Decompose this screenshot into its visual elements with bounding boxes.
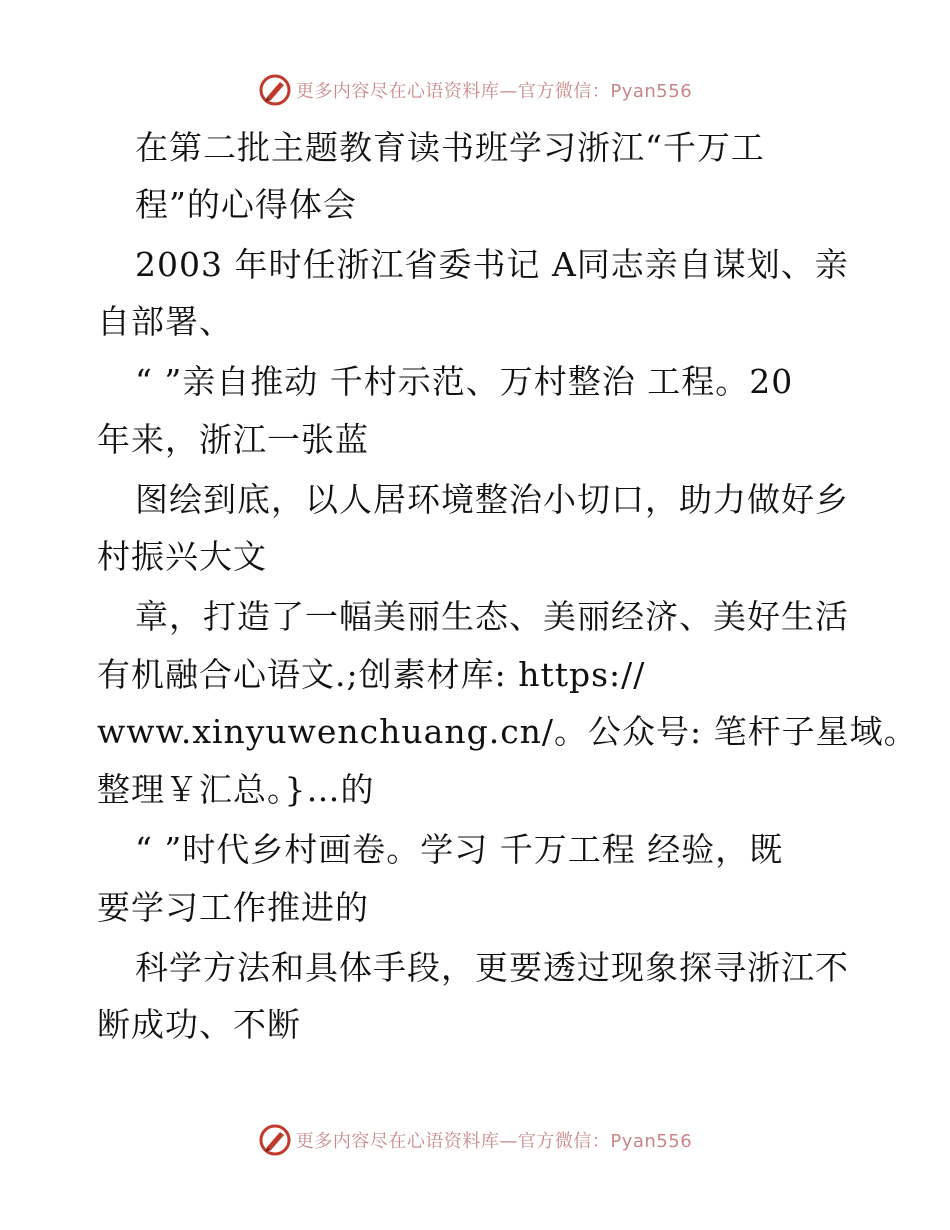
paragraph-line: 科学方法和具体手段，更要透过现象探寻浙江不: [135, 948, 849, 987]
paragraph-line: 自部署、: [97, 302, 233, 341]
document-title-line-1: 在第二批主题教育读书班学习浙江“千万工: [135, 128, 765, 167]
paragraph-line: 要学习工作推进的: [97, 888, 369, 927]
paragraph-line: 章，打造了一幅美丽生态、美丽经济、美好生活: [135, 597, 849, 636]
paragraph-line: 村振兴大文: [97, 537, 267, 576]
paragraph-line: 整理￥汇总。}…的: [97, 770, 375, 809]
footer-banner-text: 更多内容尽在心语资料库—官方微信：Pyan556: [295, 1131, 693, 1152]
paragraph-line: 年来，浙江一张蓝: [97, 420, 369, 459]
pen-logo-icon: [258, 73, 292, 107]
paragraph-line: 2003 年时任浙江省委书记 A同志亲自谋划、亲: [135, 245, 849, 284]
paragraph-line: 图绘到底，以人居环境整治小切口，助力做好乡: [135, 480, 849, 519]
document-title-line-2: 程”的心得体会: [135, 185, 357, 224]
paragraph-line: 有机融合心语文.;创素材库: https://: [97, 655, 646, 694]
paragraph-line: www.xinyuwenchuang.cn/。公众号: 笔杆子星域。: [97, 712, 918, 751]
paragraph-line: “ ”时代乡村画卷。学习 千万工程 经验，既: [135, 830, 784, 869]
footer-banner: [0, 1120, 950, 1160]
paragraph-line: 断成功、不断: [97, 1005, 301, 1044]
header-banner: [0, 70, 950, 110]
paragraph-line: “ ”亲自推动 千村示范、万村整治 工程。20: [135, 362, 794, 401]
header-banner-text: 更多内容尽在心语资料库—官方微信：Pyan556: [295, 81, 693, 102]
pen-logo-icon: [258, 1123, 292, 1157]
